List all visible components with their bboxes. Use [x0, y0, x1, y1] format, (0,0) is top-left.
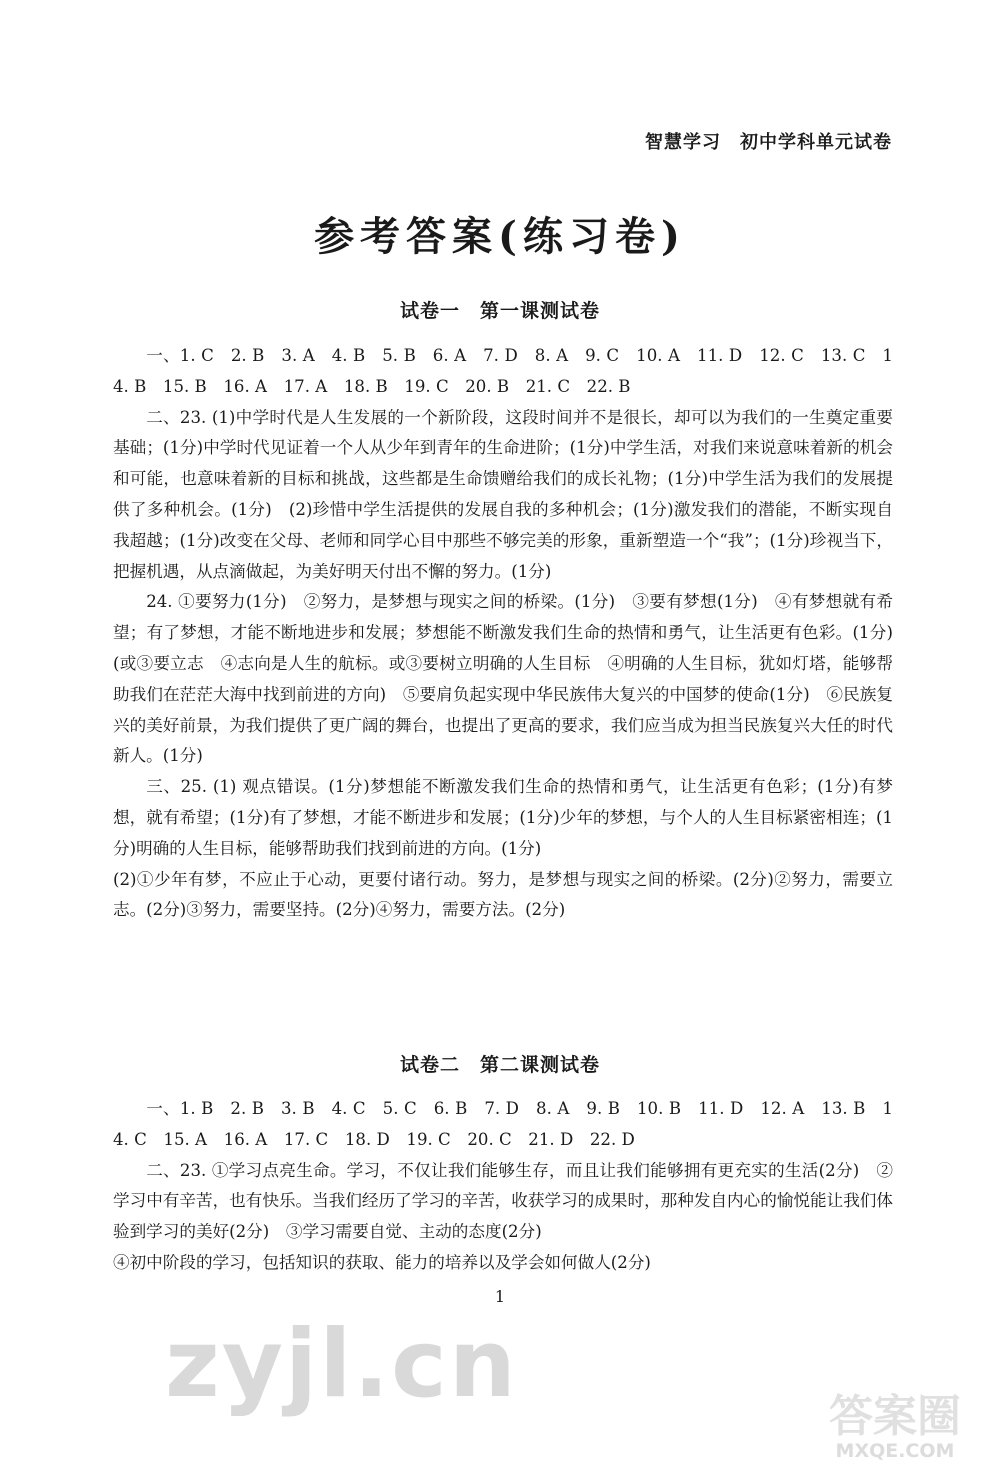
answers-q25-part1: 三、25. (1) 观点错误。(1分)梦想能不断激发我们生命的热情和勇气，让生活更有色彩；(1分)有梦想，就有希望；(1分)有了梦想，才能不断进步和发展；(1分)少年的梦想，与个人的人生目标紧密相连；(1分)明确的人生目标，能够帮助我们找到前进的方向。(1分): [113, 777, 893, 858]
section-heading-2: 试卷二 第二课测试卷: [399, 1054, 600, 1076]
domain-watermark: MXQE.COM: [835, 1440, 955, 1462]
page-number: 1: [494, 1287, 506, 1306]
logo-watermark: 答案圈: [829, 1391, 961, 1442]
answers-q23-2: 二、23. ①学习点亮生命。学习，不仅让我们能够生存，而且让我们能够拥有更充实的生活(2分) ②学习中有辛苦，也有快乐。当我们经历了学习的辛苦，收获学习的成果时，那种发自内心的愉悦能让我们体验到学习的美好(2分) ③学习需要自觉、主动的态度(2分): [113, 1160, 893, 1242]
section-heading-1: 试卷一 第一课测试卷: [399, 300, 600, 322]
answers-q25-part2: (2)①少年有梦，不应止于心动，更要付诸行动。努力，是梦想与现实之间的桥梁。(2分)②努力，需要立志。(2分)③努力，需要坚持。(2分)④努力，需要方法。(2分): [113, 869, 893, 920]
site-watermark: zyjl.cn: [165, 1310, 518, 1419]
section-1-body: [113, 341, 893, 926]
answers-choice-2: 一、1. B 2. B 3. B 4. C 5. C 6. B 7. D 8. A 9. B 10. B 11. D 12. A 13. B 14. C 15. A 16. A 17. C 18. D 19. C 20. C 21. D 22. D: [113, 1099, 893, 1149]
answers-q23-1: 二、23. (1)中学时代是人生发展的一个新阶段，这段时间并不是很长，却可以为我们的一生奠定重要基础；(1分)中学时代见证着一个人从少年到青年的生命进阶；(1分)中学生活，对我们来说意味着新的机会和可能，也意味着新的目标和挑战，这些都是生命馈赠给我们的成长礼物；(1分)中学生活为我们的发展提供了多种机会。(1分) (2)珍惜中学生活提供的发展自我的多种机会；(1分)激发我们的潜能，不断实现自我超越；(1分)改变在父母、老师和同学心目中那些不够完美的形象，重新塑造一个“我”；(1分)珍视当下，把握机遇，从点滴做起，为美好明天付出不懈的努力。(1分): [113, 407, 893, 581]
series-header: 智慧学习 初中学科单元试卷: [645, 132, 892, 153]
answers-choice-1: 一、1. C 2. B 3. A 4. B 5. B 6. A 7. D 8. A 9. C 10. A 11. D 12. C 13. C 14. B 15. B 16. A 17. A 18. B 19. C 20. B 21. C 22. B: [113, 346, 893, 396]
section-2-body: [113, 1094, 893, 1279]
answers-q24-1: 24. ①要努力(1分) ②努力，是梦想与现实之间的桥梁。(1分) ③要有梦想(1分) ④有梦想就有希望；有了梦想，才能不断地进步和发展；梦想能不断激发我们生命的热情和勇气，让生活更有色彩。(1分)(或③要立志 ④志向是人生的航标。或③要树立明确的人生目标 ④明确的人生目标，犹如灯塔，能够帮助我们在茫茫大海中找到前进的方向) ⑤要肩负起实现中华民族伟大复兴的中国梦的使命(1分) ⑥民族复兴的美好前景，为我们提供了更广阔的舞台，也提出了更高的要求，我们应当成为担当民族复兴大任的时代新人。(1分): [113, 592, 893, 766]
page-title: 参考答案(练习卷): [314, 213, 686, 260]
answers-q23-2-cont: ④初中阶段的学习，包括知识的获取、能力的培养以及学会如何做人(2分): [113, 1252, 651, 1272]
